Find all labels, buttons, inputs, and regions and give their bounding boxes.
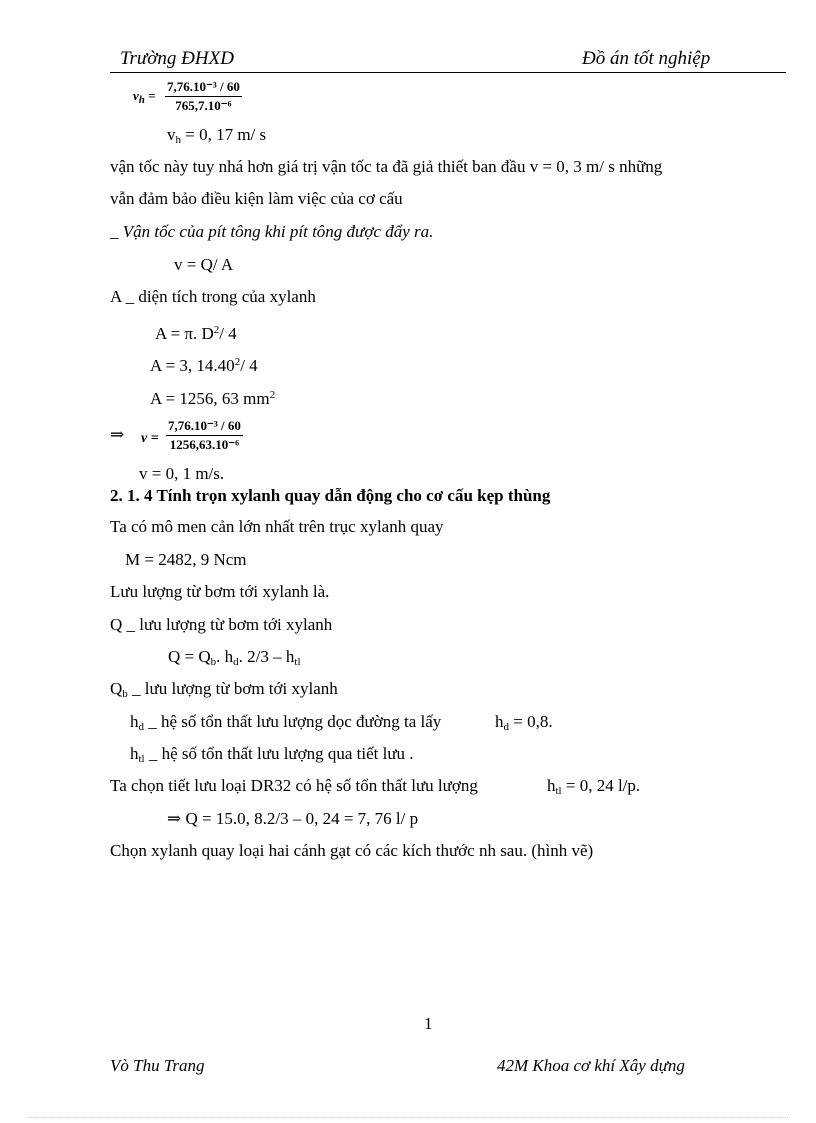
formula2-fraction — [166, 418, 243, 453]
formula1-numerator: 7,76.10⁻³ / 60 — [167, 79, 240, 94]
line-DR32-value: $h_{tl} = 0$, 24 l/p. — [547, 776, 641, 797]
def-htl: $h_{tl}$ _ hệ số tổn thất lưu lượng qua tiết lưu . — [130, 744, 414, 765]
eq-Q-result: ⇒ Q = 15.0, 8.2/3 – 0, 24 = 7, 76 l/ p — [167, 809, 419, 828]
fraction-bar — [165, 96, 242, 97]
formula2-denominator: 1256,63.10⁻⁶ — [169, 437, 240, 452]
implies-arrow-icon: ⇒ — [110, 425, 125, 444]
def-A: A _ diện tích trong của xylanh — [110, 287, 316, 306]
section-heading: 2. 1. 4 Tính trọn xylanh quay dẫn động cho cơ cấu kẹp thùng — [110, 486, 551, 505]
formula1-lhs: $v_h$ = — [133, 88, 156, 106]
formula2-numerator: 7,76.10⁻³ / 60 — [168, 418, 241, 433]
header-left: Trường ĐHXD — [120, 48, 234, 69]
eq-M: M = 2482, 9 Ncm — [125, 550, 247, 569]
formula1-fraction — [165, 79, 242, 114]
eq-v-result: v = 0, 1 m/s. — [139, 464, 225, 483]
def-Q: Q _ lưu lượng từ bơm tới xylanh — [110, 615, 333, 634]
def-hd: $h_d$ _ hệ số tổn thất lưu lượng dọc đường ta lấy — [130, 712, 442, 733]
line-choose: Chọn xylanh quay loại hai cánh gạt có các kích thước nh sau. (hình vẽ) — [110, 841, 594, 860]
formula2-lhs: v = — [141, 431, 159, 446]
italic-line: _ Vận tốc của pít tông khi pít tông được đẩy ra. — [110, 222, 434, 241]
footer-right: 42M Khoa cơ khí Xây dựng — [497, 1056, 685, 1075]
line-DR32: Ta chọn tiết lưu loại DR32 có hệ số tổn thất lưu lượng — [110, 776, 478, 795]
eq-Q: $Q = Q_b$. $h_d$. $2/3 - h_{tl}$ — [168, 647, 301, 668]
page-number: 1 — [424, 1014, 433, 1033]
eq-v: v = Q/ A — [174, 255, 234, 274]
header-right: Đồ án tốt nghiệp — [582, 48, 711, 69]
def-hd-value: $h_d = 0,8$. — [495, 712, 553, 733]
footer-left: Vò Thu Trang — [110, 1056, 205, 1075]
implies-arrow-icon: ⇒ — [167, 809, 182, 828]
fraction-bar — [166, 435, 243, 436]
para1-line2: vẫn đảm bảo điều kiện làm việc của cơ cấu — [110, 189, 403, 208]
line-vh: $v_h = 0$, 17 m/ s — [167, 125, 267, 146]
line-flow: Lưu lượng từ bơm tới xylanh là. — [110, 582, 330, 601]
def-Qb: $Q_b$ _ lưu lượng từ bơm tới xylanh — [110, 679, 338, 700]
para1-line1: vận tốc này tuy nhá hơn giá trị vận tốc ta đã giả thiết ban đầu v = 0, 3 m/ s những — [110, 157, 663, 176]
eq-A1: A = π. $D^2/$ 4 — [155, 324, 237, 343]
formula1-denominator: 765,7.10⁻⁶ — [175, 98, 232, 113]
eq-A3: A = 1256, 63 $mm^2$ — [150, 389, 276, 408]
line-moment: Ta có mô men cản lớn nhất trên trục xylanh quay — [110, 517, 444, 536]
eq-A2: A = 3, 14.40$^2$/ 4 — [150, 356, 258, 375]
header-rule — [110, 72, 786, 73]
page-bottom-border — [28, 1117, 788, 1118]
